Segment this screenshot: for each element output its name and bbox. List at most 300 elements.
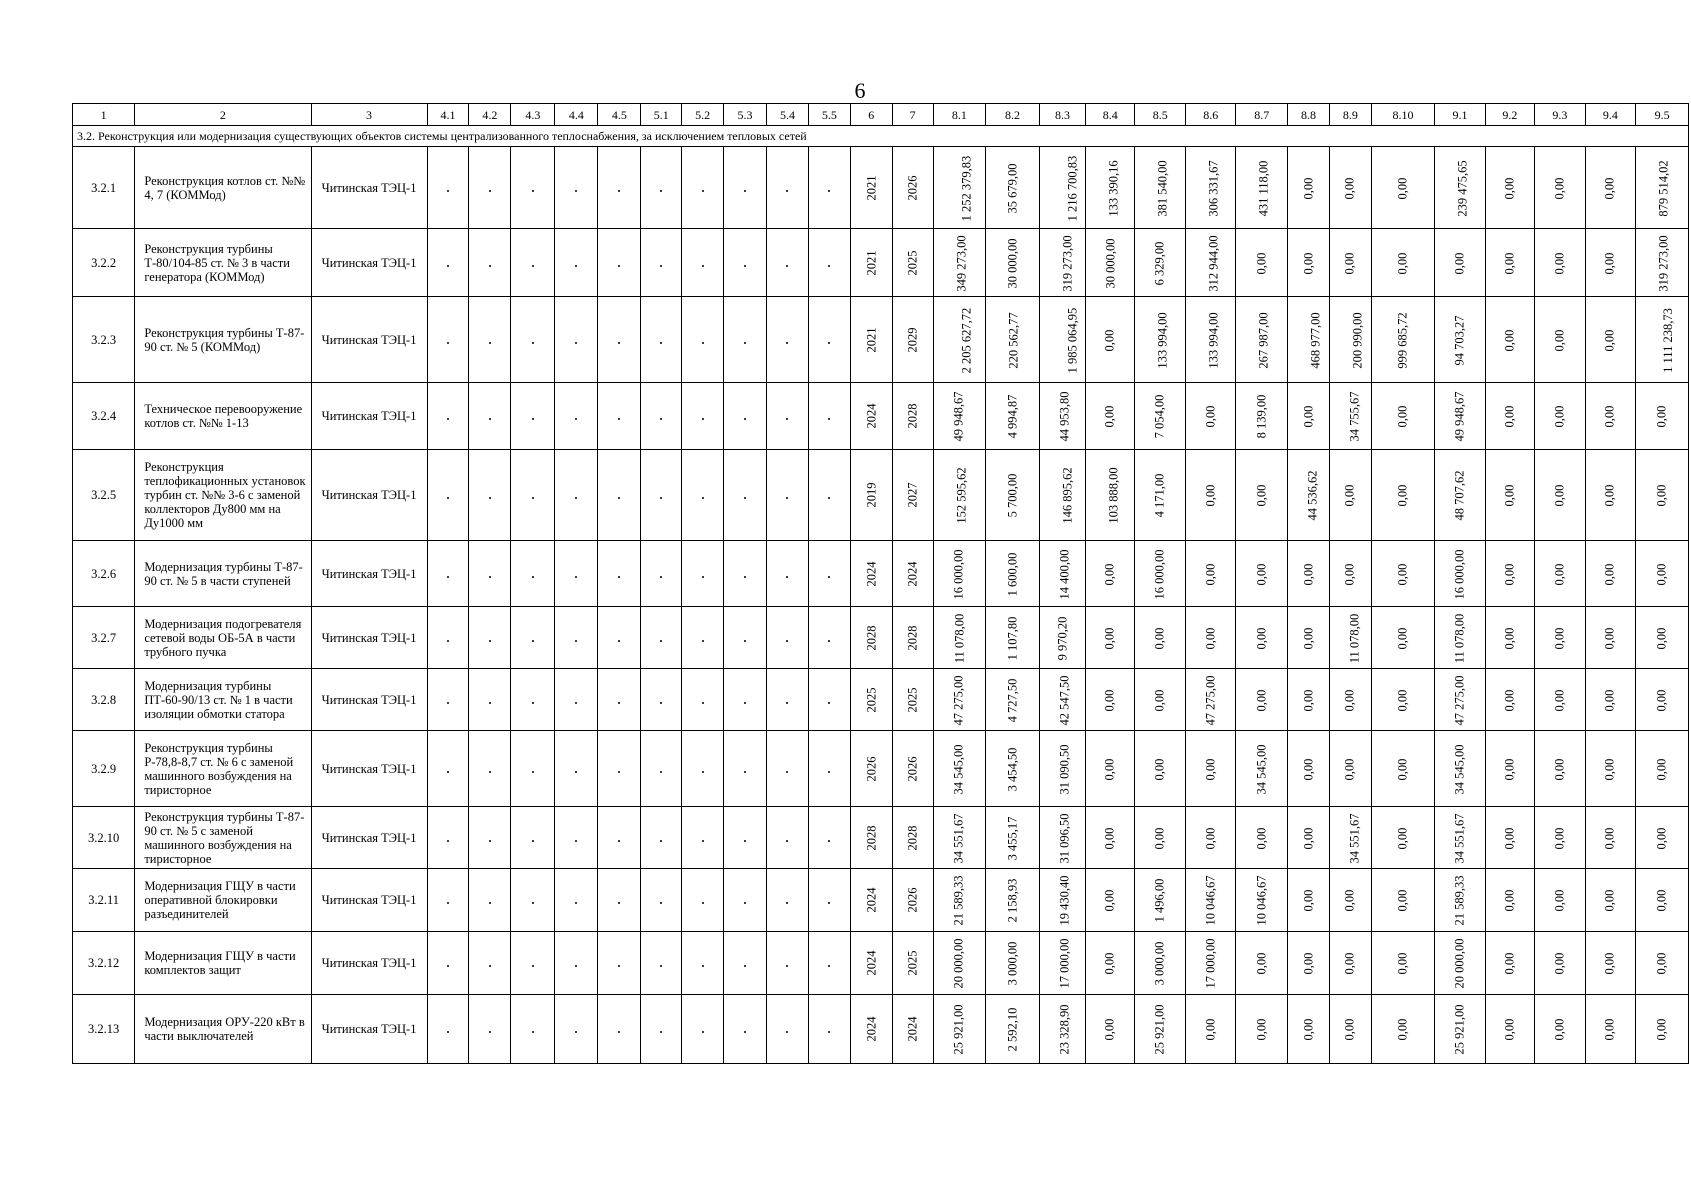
row-name: Реконструкция турбины Р-78,8-8,7 ст. № 6 с заменой машинного возбуждения на тиристорное: [135, 731, 311, 807]
year-cell: [892, 147, 933, 229]
value-cell: [1135, 932, 1186, 995]
cell-value: 49 948,67: [951, 391, 966, 442]
empty-cell: [808, 147, 850, 229]
dot-mark: [447, 702, 449, 704]
column-number: 8.7: [1236, 104, 1288, 126]
year-value: 2026: [864, 756, 879, 781]
value-cell: [1435, 147, 1486, 229]
table-row: [73, 229, 1689, 297]
cell-value: 49 948,67: [1452, 391, 1467, 442]
cell-value: 0,00: [1552, 329, 1567, 351]
value-cell: [1585, 383, 1636, 450]
cell-value: 4 171,00: [1152, 473, 1167, 518]
cell-value: 0,00: [1300, 405, 1315, 428]
dot-mark: [489, 497, 491, 499]
empty-cell: [682, 147, 724, 229]
dot-mark: [532, 190, 534, 192]
cell-value: 0,00: [1602, 889, 1617, 912]
value-cell: [1039, 669, 1085, 731]
value-cell: [1288, 297, 1330, 383]
dot-mark: [828, 265, 830, 267]
year-cell: [850, 450, 892, 541]
year-value: 2024: [864, 887, 879, 913]
cell-value: 0,00: [1300, 252, 1315, 274]
dot-mark: [828, 840, 830, 842]
row-location: Читинская ТЭЦ-1: [311, 450, 427, 541]
dot-mark: [660, 902, 662, 904]
value-cell: [1435, 995, 1486, 1064]
cell-value: 31 096,50: [1057, 813, 1072, 863]
cell-value: 999 685,72: [1395, 311, 1410, 369]
row-name: Реконструкция турбины Т-87-90 ст. № 5 (КОММод): [135, 297, 311, 383]
value-cell: [1086, 669, 1135, 731]
empty-cell: [724, 932, 767, 995]
value-cell: [1236, 995, 1288, 1064]
column-number: 5.4: [767, 104, 809, 126]
cell-value: 0,00: [1342, 563, 1357, 585]
dot-mark: [618, 771, 620, 773]
column-number: 1: [73, 104, 135, 126]
dot-mark: [618, 576, 620, 578]
cell-value: 47 275,00: [1203, 675, 1218, 725]
dot-mark: [532, 771, 534, 773]
value-cell: [986, 995, 1040, 1064]
empty-cell: [682, 869, 724, 932]
cell-value: 4 994,87: [1005, 394, 1019, 439]
empty-cell: [511, 669, 555, 731]
dot-mark: [575, 840, 577, 842]
value-cell: [1236, 229, 1288, 297]
value-cell: [1371, 869, 1434, 932]
cell-value: 17 000,00: [1057, 938, 1072, 989]
cell-value: 306 331,67: [1206, 159, 1221, 217]
empty-cell: [598, 541, 641, 607]
dot-mark: [489, 771, 491, 773]
empty-cell: [641, 229, 682, 297]
value-cell: [1535, 383, 1586, 450]
value-cell: [1288, 383, 1330, 450]
year-cell: [892, 995, 933, 1064]
column-number: 8.10: [1371, 104, 1434, 126]
row-location: Читинская ТЭЦ-1: [311, 807, 427, 869]
value-cell: [1329, 932, 1371, 995]
dot-mark: [575, 640, 577, 642]
cell-value: 0,00: [1654, 952, 1669, 975]
cell-value: 16 000,00: [951, 549, 966, 599]
cell-value: 20 000,00: [951, 938, 966, 989]
dot-mark: [744, 702, 746, 704]
cell-value: 11 078,00: [951, 613, 966, 663]
empty-cell: [469, 541, 511, 607]
year-cell: [892, 731, 933, 807]
value-cell: [1135, 147, 1186, 229]
year-value: 2021: [864, 250, 879, 275]
cell-value: 11 078,00: [1452, 613, 1467, 663]
dot-mark: [828, 576, 830, 578]
row-id: 3.2.6: [73, 541, 135, 607]
value-cell: [1039, 807, 1085, 869]
empty-cell: [469, 869, 511, 932]
value-cell: [1371, 669, 1434, 731]
value-cell: [1535, 541, 1586, 607]
cell-value: 0,00: [1552, 563, 1567, 585]
dot-mark: [786, 190, 788, 192]
dot-mark: [828, 1031, 830, 1033]
value-cell: [1086, 807, 1135, 869]
empty-cell: [598, 450, 641, 541]
dot-mark: [744, 497, 746, 499]
row-id: 3.2.1: [73, 147, 135, 229]
dot-mark: [744, 576, 746, 578]
cell-value: 312 944,00: [1206, 234, 1221, 292]
empty-cell: [427, 807, 469, 869]
value-cell: [1236, 669, 1288, 731]
dot-mark: [786, 965, 788, 967]
year-value: 2029: [905, 327, 920, 352]
dot-mark: [489, 840, 491, 842]
cell-value: 0,00: [1602, 405, 1617, 428]
table-row: [73, 541, 1689, 607]
dot-mark: [828, 965, 830, 967]
year-value: 2028: [864, 825, 879, 850]
value-cell: [1086, 995, 1135, 1064]
dot-mark: [660, 640, 662, 642]
value-cell: [986, 229, 1040, 297]
dot-mark: [489, 190, 491, 192]
value-cell: [1435, 731, 1486, 807]
year-value: 2026: [905, 887, 920, 913]
value-cell: [1236, 731, 1288, 807]
row-location: Читинская ТЭЦ-1: [311, 869, 427, 932]
value-cell: [1585, 807, 1636, 869]
empty-cell: [555, 383, 598, 450]
dot-mark: [532, 576, 534, 578]
value-cell: [1185, 869, 1236, 932]
year-value: 2024: [864, 403, 879, 429]
empty-cell: [555, 229, 598, 297]
value-cell: [1086, 869, 1135, 932]
cell-value: 0,00: [1602, 827, 1617, 849]
cell-value: 0,00: [1502, 405, 1517, 428]
cell-value: 1 111 238,73: [1660, 307, 1675, 373]
row-name: Техническое перевооружение котлов ст. №№ 1-13: [135, 383, 311, 450]
cell-value: 1 985 064,95: [1065, 307, 1080, 373]
column-number: 4.2: [469, 104, 511, 126]
value-cell: [1185, 607, 1236, 669]
cell-value: 6 329,00: [1152, 241, 1167, 285]
value-cell: [1636, 147, 1689, 229]
dot-mark: [489, 902, 491, 904]
cell-value: 0,00: [1395, 689, 1410, 711]
empty-cell: [427, 995, 469, 1064]
empty-cell: [724, 541, 767, 607]
value-cell: [933, 297, 986, 383]
cell-value: 3 000,00: [1005, 941, 1019, 986]
value-cell: [1485, 450, 1534, 541]
year-cell: [850, 607, 892, 669]
value-cell: [1535, 995, 1586, 1064]
cell-value: 34 755,67: [1347, 391, 1362, 442]
dot-mark: [489, 1031, 491, 1033]
value-cell: [1039, 541, 1085, 607]
empty-cell: [427, 541, 469, 607]
dot-mark: [447, 1031, 449, 1033]
cell-value: 0,00: [1254, 1018, 1269, 1041]
cell-value: 10 046,67: [1203, 875, 1218, 926]
year-cell: [850, 229, 892, 297]
dot-mark: [660, 702, 662, 704]
value-cell: [986, 383, 1040, 450]
cell-value: 48 707,62: [1452, 470, 1467, 521]
value-cell: [1135, 869, 1186, 932]
cell-value: 0,00: [1452, 252, 1467, 274]
cell-value: 0,00: [1102, 952, 1117, 975]
dot-mark: [702, 902, 704, 904]
cell-value: 5 700,00: [1005, 473, 1019, 518]
value-cell: [1435, 807, 1486, 869]
dot-mark: [828, 418, 830, 420]
empty-cell: [598, 995, 641, 1064]
value-cell: [1636, 869, 1689, 932]
empty-cell: [682, 669, 724, 731]
cell-value: 0,00: [1654, 827, 1669, 849]
value-cell: [1435, 450, 1486, 541]
value-cell: [1086, 932, 1135, 995]
value-cell: [1371, 383, 1434, 450]
cell-value: 468 977,00: [1308, 311, 1323, 369]
dot-mark: [786, 902, 788, 904]
dot-mark: [532, 640, 534, 642]
cell-value: 35 679,00: [1005, 163, 1019, 213]
empty-cell: [598, 869, 641, 932]
cell-value: 21 589,33: [951, 875, 966, 926]
column-number: 4.4: [555, 104, 598, 126]
value-cell: [1371, 297, 1434, 383]
empty-cell: [724, 147, 767, 229]
column-number: 8.8: [1288, 104, 1330, 126]
value-cell: [1636, 297, 1689, 383]
dot-mark: [618, 1031, 620, 1033]
empty-cell: [641, 995, 682, 1064]
value-cell: [1135, 541, 1186, 607]
dot-mark: [618, 190, 620, 192]
dot-mark: [618, 342, 620, 344]
empty-cell: [808, 541, 850, 607]
value-cell: [1288, 731, 1330, 807]
empty-cell: [808, 731, 850, 807]
value-cell: [986, 541, 1040, 607]
cell-value: 1 496,00: [1152, 878, 1167, 923]
empty-cell: [469, 147, 511, 229]
cell-value: 14 400,00: [1057, 549, 1072, 599]
dot-mark: [575, 771, 577, 773]
column-number: 3: [311, 104, 427, 126]
row-location: Читинская ТЭЦ-1: [311, 932, 427, 995]
empty-cell: [427, 297, 469, 383]
cell-value: 0,00: [1602, 627, 1617, 649]
column-number: 4.1: [427, 104, 469, 126]
year-cell: [892, 297, 933, 383]
value-cell: [1371, 541, 1434, 607]
cell-value: 220 562,77: [1006, 311, 1021, 369]
dot-mark: [660, 190, 662, 192]
dot-mark: [660, 497, 662, 499]
empty-cell: [808, 669, 850, 731]
dot-mark: [660, 576, 662, 578]
empty-cell: [427, 932, 469, 995]
dot-mark: [489, 640, 491, 642]
row-location: Читинская ТЭЦ-1: [311, 607, 427, 669]
empty-cell: [598, 807, 641, 869]
value-cell: [1485, 869, 1534, 932]
dot-mark: [489, 965, 491, 967]
empty-cell: [598, 297, 641, 383]
value-cell: [1135, 229, 1186, 297]
value-cell: [1135, 995, 1186, 1064]
value-cell: [1039, 869, 1085, 932]
value-cell: [986, 869, 1040, 932]
value-cell: [1086, 147, 1135, 229]
value-cell: [1288, 932, 1330, 995]
dot-mark: [786, 640, 788, 642]
value-cell: [1288, 450, 1330, 541]
value-cell: [1435, 383, 1486, 450]
empty-cell: [724, 297, 767, 383]
value-cell: [1086, 297, 1135, 383]
empty-cell: [555, 297, 598, 383]
value-cell: [1185, 932, 1236, 995]
empty-cell: [469, 731, 511, 807]
value-cell: [933, 541, 986, 607]
cell-value: 103 888,00: [1106, 467, 1121, 524]
empty-cell: [808, 229, 850, 297]
empty-cell: [469, 450, 511, 541]
column-number: 4.3: [511, 104, 555, 126]
cell-value: 0,00: [1552, 405, 1567, 428]
empty-cell: [682, 995, 724, 1064]
year-value: 2024: [864, 1016, 879, 1042]
cell-value: 0,00: [1502, 484, 1517, 507]
cell-value: 2 158,93: [1005, 878, 1019, 923]
cell-value: 34 551,67: [1452, 813, 1467, 863]
empty-cell: [469, 807, 511, 869]
dot-mark: [786, 497, 788, 499]
dot-mark: [660, 1031, 662, 1033]
empty-cell: [598, 147, 641, 229]
cell-value: 3 000,00: [1152, 941, 1167, 986]
cell-value: 34 551,67: [1347, 813, 1362, 863]
cell-value: 0,00: [1102, 563, 1117, 585]
row-id: 3.2.12: [73, 932, 135, 995]
value-cell: [1039, 147, 1085, 229]
empty-cell: [469, 932, 511, 995]
value-cell: [1485, 607, 1534, 669]
year-cell: [850, 383, 892, 450]
empty-cell: [598, 383, 641, 450]
cell-value: 20 000,00: [1452, 938, 1467, 989]
value-cell: [1236, 541, 1288, 607]
empty-cell: [767, 383, 809, 450]
cell-value: 0,00: [1395, 758, 1410, 780]
table-row: [73, 607, 1689, 669]
year-cell: [892, 607, 933, 669]
cell-value: 0,00: [1502, 689, 1517, 711]
cell-value: 0,00: [1102, 405, 1117, 428]
value-cell: [986, 669, 1040, 731]
empty-cell: [682, 807, 724, 869]
value-cell: [1135, 450, 1186, 541]
cell-value: 0,00: [1254, 484, 1269, 507]
column-number: 9.4: [1585, 104, 1636, 126]
year-cell: [892, 807, 933, 869]
cell-value: 0,00: [1502, 627, 1517, 649]
cell-value: 42 547,50: [1057, 675, 1072, 725]
empty-cell: [469, 995, 511, 1064]
empty-cell: [598, 731, 641, 807]
cell-value: 3 454,50: [1005, 747, 1019, 791]
cell-value: 0,00: [1395, 484, 1410, 507]
year-value: 2021: [864, 327, 879, 352]
column-number: 5.1: [641, 104, 682, 126]
value-cell: [1236, 807, 1288, 869]
cell-value: 0,00: [1602, 563, 1617, 585]
empty-cell: [808, 450, 850, 541]
value-cell: [1329, 869, 1371, 932]
value-cell: [1535, 869, 1586, 932]
cell-value: 30 000,00: [1103, 238, 1118, 288]
empty-cell: [469, 297, 511, 383]
cell-value: 0,00: [1300, 563, 1315, 585]
value-cell: [1585, 995, 1636, 1064]
row-location: Читинская ТЭЦ-1: [311, 995, 427, 1064]
value-cell: [1185, 731, 1236, 807]
value-cell: [1086, 450, 1135, 541]
cell-value: 47 275,00: [1452, 675, 1467, 725]
value-cell: [1485, 297, 1534, 383]
cell-value: 0,00: [1602, 329, 1617, 351]
column-number: 6: [850, 104, 892, 126]
cell-value: 0,00: [1102, 889, 1117, 912]
dot-mark: [618, 640, 620, 642]
value-cell: [1371, 807, 1434, 869]
value-cell: [1371, 147, 1434, 229]
cell-value: 44 953,80: [1057, 391, 1072, 442]
value-cell: [1485, 383, 1534, 450]
value-cell: [1585, 450, 1636, 541]
empty-cell: [555, 541, 598, 607]
dot-mark: [447, 771, 449, 773]
year-value: 2028: [905, 825, 920, 850]
dot-mark: [786, 418, 788, 420]
empty-cell: [555, 869, 598, 932]
value-cell: [1086, 541, 1135, 607]
empty-cell: [427, 731, 469, 807]
row-name: Реконструкция турбины Т-80/104-85 ст. № 3 в части генератора (КОММод): [135, 229, 311, 297]
empty-cell: [641, 450, 682, 541]
empty-cell: [641, 932, 682, 995]
cell-value: 319 273,00: [1656, 234, 1671, 292]
dot-mark: [447, 576, 449, 578]
dot-mark: [575, 418, 577, 420]
year-cell: [892, 869, 933, 932]
value-cell: [1288, 995, 1330, 1064]
cell-value: 0,00: [1552, 484, 1567, 507]
cell-value: 1 600,00: [1005, 552, 1019, 596]
cell-value: 0,00: [1654, 758, 1669, 780]
year-value: 2026: [905, 756, 920, 781]
empty-cell: [511, 450, 555, 541]
row-name: Модернизация подогревателя сетевой воды ОБ-5А в части трубного пучка: [135, 607, 311, 669]
